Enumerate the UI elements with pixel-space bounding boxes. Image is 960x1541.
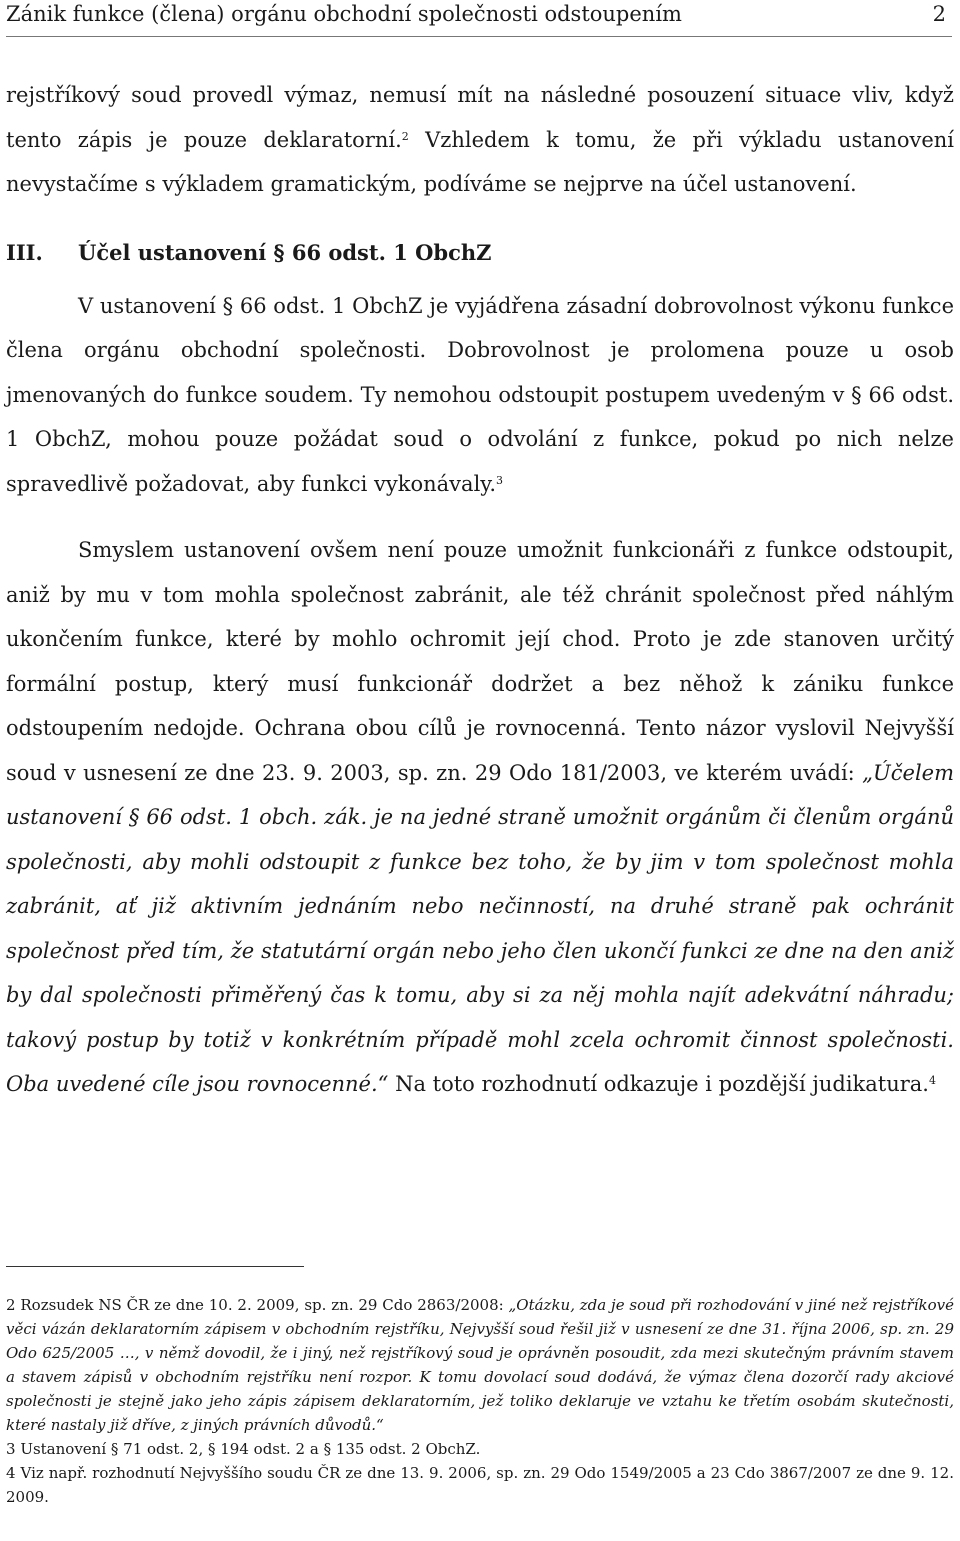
footnote-text: Ustanovení § 71 odst. 2, § 194 odst. 2 a § 135 odst. 2 ObchZ. (15, 1440, 481, 1458)
document-body (6, 73, 954, 1107)
court-quote: „Účelem ustanovení § 66 odst. 1 obch. zák. je na jedné straně umožnit orgánům či členům orgánů společnosti, aby mohli odstoupit z funkce bez toho, že by jim v tom společnost mohla zabránit, ať již aktivním jednáním nebo nečinností, na druhé straně pak ochránit společnost před tím, že statutární orgán nebo jeho člen ukončí funkci ze dne na den aniž by dal společnosti přiměřený čas k tomu, aby si za něj mohla najít adekvátní náhradu; takový postup by totiž v konkrétním případě mohl zcela ochromit činnost společnosti. Oba uvedené cíle jsou rovnocenné.“ (6, 760, 954, 1096)
footnote-ref-2[interactable]: 2 (401, 129, 409, 143)
footnotes (6, 1293, 954, 1509)
footnote-number: 2 (6, 1296, 16, 1314)
paragraph-voluntariness (6, 284, 954, 507)
footnote-2 (6, 1293, 954, 1437)
footnote-4 (6, 1461, 954, 1509)
footnote-number: 4 (6, 1464, 16, 1482)
footnote-ref-4[interactable]: 4 (928, 1074, 936, 1087)
section-title: Účel ustanovení § 66 odst. 1 ObchZ (78, 239, 492, 265)
footnote-ref-3[interactable]: 3 (496, 473, 504, 487)
paragraph-purpose (6, 528, 954, 1107)
paragraph-gap (6, 506, 954, 528)
section-heading (6, 233, 954, 273)
paragraph-voluntariness-text: V ustanovení § 66 odst. 1 ObchZ je vyjádřena zásadní dobrovolnost výkonu funkce člena orgánu obchodní společnosti. Dobrovolnost je prolomena pouze u osob jmenovaných do funkce soudem. Ty nemohou odstoupit postupem uvedeným v § 66 odst. 1 ObchZ, mohou pouze požádat soud o odvolání z funkce, pokud po nich nelze spravedlivě požadovat, aby funkci vykonávaly. (6, 293, 954, 496)
footnote-text: Rozsudek NS ČR ze dne 10. 2. 2009, sp. zn. 29 Cdo 2863/2008: (15, 1296, 509, 1314)
footnote-number: 3 (6, 1440, 16, 1458)
header-rule (6, 36, 952, 37)
section-number: III. (6, 239, 43, 265)
footnote-quote: „Otázku, zda je soud při rozhodování v jiné než rejstříkové věci vázán deklaratorním zápisem v obchodním rejstříku, Nejvyšší soud řešil již v usnesení ze dne 31. října 2006, sp. zn. 29 Odo 625/2005 …, v němž dovodil, že i jiný, než rejstříkový soud je oprávněn posoudit, zda mezi skutečným právním stavem a stavem zápisů v obchodním rejstříku není rozpor. K tomu dovolací soud dodává, že výmaz člena dozorčí rady akciové společnosti je stejně jako jeho zápis zápisem deklaratorním, jež toliko deklaruje ve vztahu ke třetím osobám skutečnosti, které nastaly již dříve, z jiných právních důvodů.“ (6, 1296, 954, 1434)
paragraph-intro-text-b: Vzhledem k tomu, že při výkladu ustanovení nevystačíme s výkladem gramatickým, podíváme se nejprve na účel ustanovení. (6, 127, 954, 196)
page-number: 2 (932, 2, 946, 26)
page-header (6, 0, 952, 38)
paragraph-intro-text-a: rejstříkový soud provedl výmaz, nemusí mít na následné posouzení situace vliv, když tento zápis je pouze deklaratorní. (6, 83, 954, 152)
footnote-3 (6, 1437, 954, 1461)
footnote-text: Viz např. rozhodnutí Nejvyššího soudu ČR ze dne 13. 9. 2006, sp. zn. 29 Odo 1549/2005 a 23 Cdo 3867/2007 ze dne 9. 12. 2009. (6, 1464, 954, 1506)
paragraph-intro (6, 73, 954, 207)
paragraph-purpose-text-a: Smyslem ustanovení ovšem není pouze umožnit funkcionáři z funkce odstoupit, aniž by mu v tom mohla společnost zabránit, ale též chránit společnost před náhlým ukončením funkce, které by mohlo ochromit její chod. Proto je zde stanoven určitý formální postup, který musí funkcionář dodržet a bez něhož k zániku funkce odstoupením nedojde. Ochrana obou cílů je rovnocenná. Tento názor vyslovil Nejvyšší soud v usnesení ze dne 23. 9. 2003, sp. zn. 29 Odo 181/2003, ve kterém uvádí: (6, 538, 954, 785)
paragraph-purpose-text-b: Na toto rozhodnutí odkazuje i pozdější judikatura. (388, 1072, 929, 1096)
footnote-separator (6, 1266, 304, 1267)
header-title: Zánik funkce (člena) orgánu obchodní společnosti odstoupením (6, 2, 682, 26)
